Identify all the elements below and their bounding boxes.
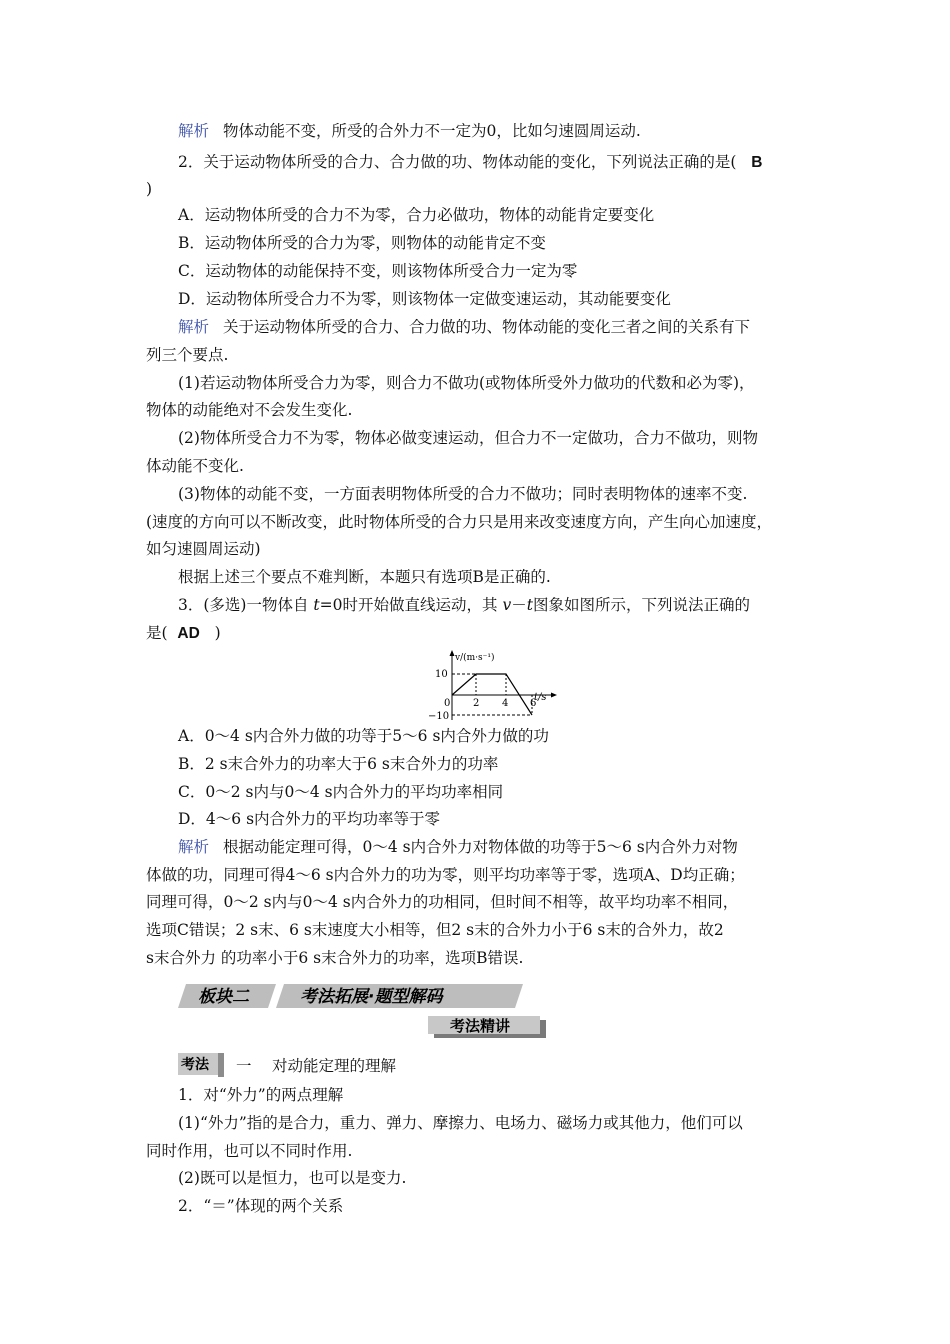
- stem-close: ): [146, 180, 153, 198]
- kaofa-label: 考法: [181, 1057, 209, 1073]
- tick-label-10: 10: [435, 669, 448, 680]
- point-1-cont: 物体的动能绝对不会发生变化.: [146, 401, 353, 419]
- stem-text: ): [214, 624, 221, 642]
- item-1: 1．对“外力”的两点理解: [178, 1086, 344, 1104]
- option-d: D．运动物体所受合力不为零，则该物体一定做变速运动，其动能要变化: [178, 290, 671, 308]
- sub-banner-text: 考法精讲: [450, 1017, 511, 1035]
- stem-dash: －: [511, 596, 527, 614]
- analysis-text: 关于运动物体所受的合力、合力做的功、物体动能的变化三者之间的关系有下: [223, 318, 751, 336]
- option-b: B．运动物体所受的合力为零，则物体的动能肯定不变: [178, 234, 546, 252]
- option-b: B．2 s末合外力的功率大于6 s末合外力的功率: [178, 755, 499, 773]
- point-2: (2)物体所受合力不为零，物体必做变速运动，但合力不一定做功，合力不做功，则物: [178, 429, 758, 447]
- option-c: C．运动物体的动能保持不变，则该物体所受合力一定为零: [178, 262, 578, 280]
- analysis-text: 同理可得，0～2 s内与0～4 s内合外力的功相同，但时间不相等，故平均功率不相同，: [146, 893, 739, 911]
- x-axis-arrow: [551, 693, 557, 698]
- point-3-cont: (速度的方向可以不断改变，此时物体所受的合力只是用来改变速度方向，产生向心加速度，: [146, 513, 773, 531]
- analysis-text: 根据动能定理可得，0～4 s内合外力对物体做的功等于5～6 s内合外力对物: [223, 838, 738, 856]
- analysis-line: [178, 317, 750, 337]
- item-1-2: (2)既可以是恒力，也可以是变力.: [178, 1169, 407, 1187]
- kaofa-badge-corner: [218, 1053, 224, 1077]
- stem-text: 3．(多选)一物体自: [178, 596, 309, 614]
- item-1-1: (1)“外力”指的是合力，重力、弹力、摩擦力、电场力、磁场力或其他力，他们可以: [178, 1114, 743, 1132]
- option-a: A．0～4 s内合外力做的功等于5～6 s内合外力做的功: [178, 727, 549, 745]
- kaofa-number: 一: [236, 1057, 252, 1075]
- symbol-v: v: [502, 596, 512, 614]
- tick-label-2: 2: [473, 698, 480, 709]
- tick-label-neg10: −10: [428, 711, 450, 722]
- analysis-tag: 解析: [178, 838, 210, 856]
- item-1-1-cont: 同时作用，也可以不同时作用.: [146, 1142, 353, 1160]
- banner-right-text: 考法拓展·题型解码: [300, 987, 443, 1007]
- y-axis-label: v/(m·s⁻¹): [455, 653, 495, 663]
- sub-banner: [428, 1016, 546, 1038]
- analysis-line: [178, 121, 641, 141]
- conclusion: 根据上述三个要点不难判断，本题只有选项B是正确的.: [178, 568, 551, 586]
- analysis-tag: 解析: [178, 318, 210, 336]
- stem-text: 2．关于运动物体所受的合力、合力做的功、物体动能的变化，下列说法正确的是(: [178, 153, 737, 171]
- answer: AD: [177, 625, 200, 642]
- kaofa-title: 对动能定理的理解: [272, 1057, 397, 1075]
- analysis-text: 选项C错误；2 s末、6 s末速度大小相等，但2 s末的合外力小于6 s末的合外力，故2: [146, 921, 724, 939]
- tick-label-6: 6: [530, 698, 537, 709]
- analysis-text: s末合外力 的功率小于6 s末合外力的功率，选项B错误.: [146, 949, 524, 967]
- answer: B: [751, 154, 763, 171]
- banner-left-text: 板块二: [198, 987, 249, 1007]
- question-3-stem: [178, 595, 750, 615]
- point-1: (1)若运动物体所受合力为零，则合力不做功(或物体所受外力做功的代数和必为零)，: [178, 374, 755, 392]
- kaofa-badge: [178, 1053, 228, 1077]
- origin-label: 0: [444, 698, 451, 709]
- section-banner: [178, 984, 523, 1008]
- option-a: A．运动物体所受的合力不为零，合力必做功，物体的动能肯定要变化: [178, 206, 655, 224]
- option-c: C．0～2 s内与0～4 s内合外力的平均功率相同: [178, 783, 504, 801]
- point-3: (3)物体的动能不变，一方面表明物体所受的合力不做功；同时表明物体的速率不变.: [178, 485, 748, 503]
- point-2-cont: 体动能不变化.: [146, 457, 244, 475]
- symbol-t: t: [313, 596, 320, 614]
- question-3-stem-cont: [146, 623, 221, 644]
- question-2-stem: [178, 152, 762, 173]
- y-axis-arrow: [450, 650, 455, 656]
- analysis-tag: 解析: [178, 122, 210, 140]
- symbol-t: t: [526, 596, 533, 614]
- stem-text: 是(: [146, 624, 168, 642]
- velocity-time-graph: [426, 648, 562, 722]
- stem-text: 图象如图所示，下列说法正确的: [532, 596, 750, 614]
- item-2: 2．“＝”体现的两个关系: [178, 1197, 344, 1215]
- stem-text: =0时开始做直线运动，其: [319, 596, 498, 614]
- analysis-text: 物体动能不变，所受的合外力不一定为0，比如匀速圆周运动.: [223, 122, 641, 140]
- analysis-line: [178, 837, 738, 857]
- x-axis-label: t/s: [534, 692, 547, 703]
- tick-label-4: 4: [502, 698, 509, 709]
- analysis-text: 体做的功，同理可得4～6 s内合外力的功为零，则平均功率等于零，选项A、D均正确；: [146, 866, 745, 884]
- point-3-cont2: 如匀速圆周运动): [146, 540, 261, 558]
- analysis-text: 列三个要点.: [146, 346, 229, 364]
- option-d: D．4～6 s内合外力的平均功率等于零: [178, 810, 441, 828]
